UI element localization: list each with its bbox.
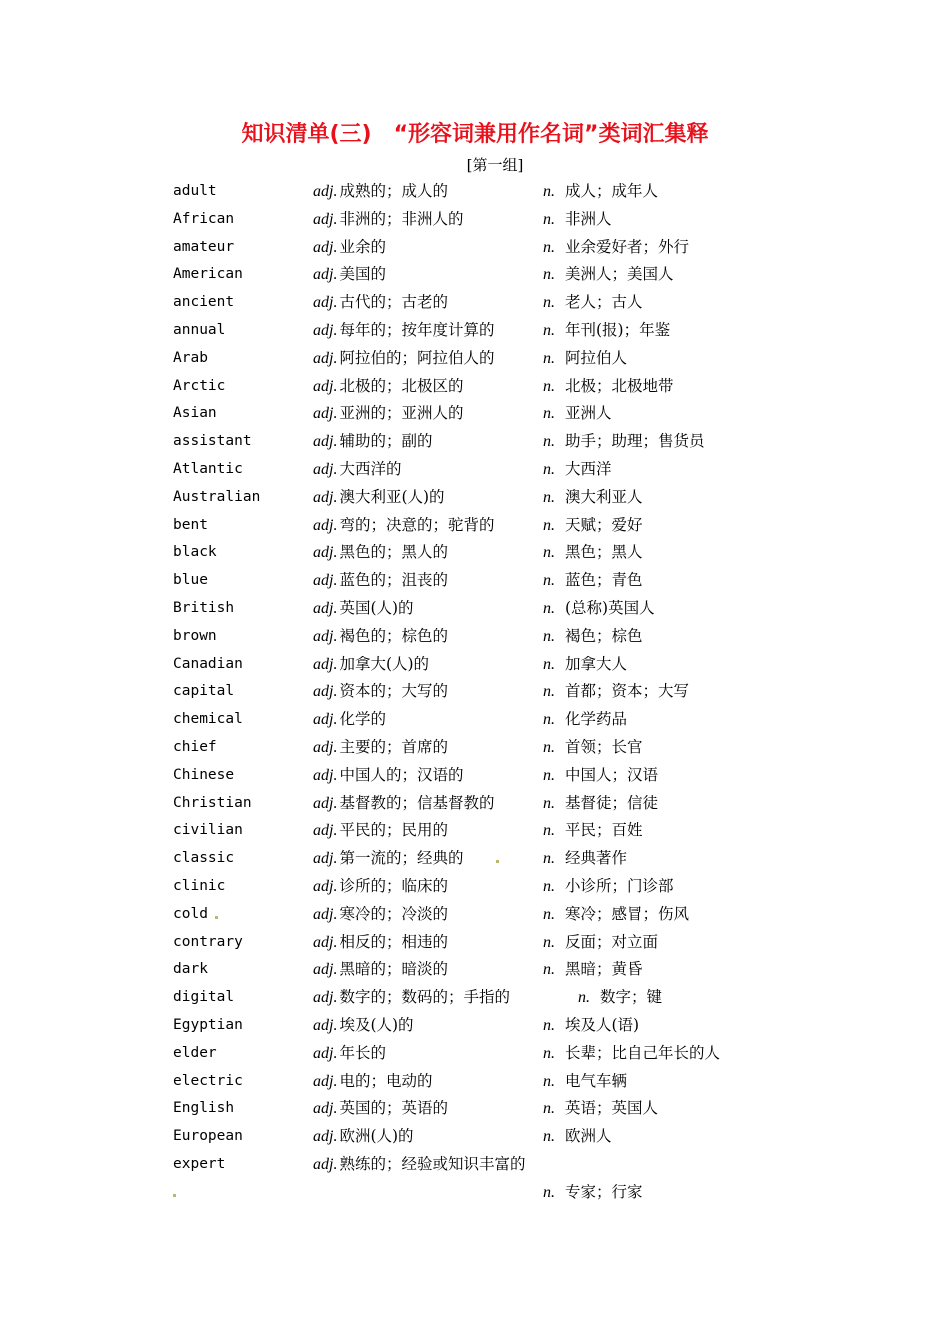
pos-adj-label: adj. bbox=[313, 822, 338, 840]
entry-word: expert bbox=[173, 1155, 226, 1172]
vocab-entry bbox=[0, 289, 950, 317]
adj-definition bbox=[313, 817, 448, 845]
noun-text: 平民；百姓 bbox=[565, 821, 643, 840]
pos-noun-label: n. bbox=[543, 266, 555, 284]
pos-noun-label: n. bbox=[543, 1100, 555, 1118]
noun-definition bbox=[543, 400, 612, 428]
noun-definition bbox=[543, 178, 658, 206]
pos-noun-label: n. bbox=[543, 183, 555, 200]
noun-text: 阿拉伯人 bbox=[565, 348, 628, 367]
vocab-entry bbox=[0, 678, 950, 706]
adj-text: 主要的；首席的 bbox=[339, 737, 448, 756]
pos-adj-label: adj. bbox=[313, 1100, 338, 1118]
vocab-entry bbox=[0, 234, 950, 262]
vocab-entry bbox=[0, 400, 950, 428]
vocab-entry bbox=[0, 373, 950, 401]
adj-text: 成熟的；成人的 bbox=[339, 182, 448, 200]
vocab-entry bbox=[0, 428, 950, 456]
pos-noun-label: n. bbox=[543, 544, 555, 562]
pos-adj-label: adj. bbox=[313, 989, 338, 1007]
adj-text: 北极的；北极区的 bbox=[339, 376, 464, 395]
pos-adj-label: adj. bbox=[313, 961, 338, 979]
vocab-entry bbox=[0, 317, 950, 345]
adj-text: 褐色的；棕色的 bbox=[339, 626, 448, 645]
adj-text: 资本的；大写的 bbox=[339, 682, 448, 701]
noun-definition bbox=[543, 428, 705, 456]
pos-noun-label: n. bbox=[543, 572, 555, 590]
pos-adj-label: adj. bbox=[313, 433, 338, 451]
adj-definition bbox=[313, 1040, 386, 1068]
pos-noun-label: n. bbox=[543, 238, 555, 256]
noun-text: 反面；对立面 bbox=[565, 932, 659, 951]
entry-word: blue bbox=[173, 572, 208, 589]
adj-text: 埃及(人)的 bbox=[339, 1015, 414, 1034]
entry-word: Asian bbox=[173, 405, 217, 422]
adj-definition bbox=[313, 234, 386, 262]
entry-word: Atlantic bbox=[173, 460, 243, 477]
vocab-entry bbox=[0, 956, 950, 984]
pos-adj-label: adj. bbox=[313, 321, 338, 339]
adj-text: 美国的 bbox=[339, 265, 386, 284]
entry-word: clinic bbox=[173, 877, 226, 894]
noun-text: 埃及人(语) bbox=[565, 1015, 640, 1034]
noun-text: 成人；成年人 bbox=[565, 182, 659, 200]
vocab-entry bbox=[0, 762, 950, 790]
vocab-entry bbox=[0, 1095, 950, 1123]
pos-noun-label: n. bbox=[543, 488, 555, 506]
pos-adj-label: adj. bbox=[313, 655, 338, 673]
adj-definition bbox=[313, 1151, 525, 1179]
vocab-entry bbox=[0, 1068, 950, 1096]
pos-adj-label: adj. bbox=[313, 1072, 338, 1090]
adj-text: 欧洲(人)的 bbox=[339, 1127, 414, 1146]
noun-definition bbox=[543, 345, 627, 373]
entry-word: assistant bbox=[173, 433, 252, 450]
noun-definition bbox=[543, 512, 643, 540]
vocab-entry bbox=[0, 734, 950, 762]
pos-adj-label: adj. bbox=[313, 183, 338, 200]
adj-text: 中国人的；汉语的 bbox=[339, 765, 464, 784]
adj-text: 寒冷的；冷淡的 bbox=[339, 904, 448, 923]
entry-word: digital bbox=[173, 989, 235, 1006]
noun-text: 加拿大人 bbox=[565, 654, 628, 673]
vocab-entry bbox=[0, 817, 950, 845]
noun-definition bbox=[543, 873, 674, 901]
entry-word: Christian bbox=[173, 794, 252, 811]
adj-text: 第一流的；经典的 bbox=[339, 849, 464, 868]
pos-noun-label: n. bbox=[578, 989, 590, 1007]
pos-adj-label: adj. bbox=[313, 877, 338, 895]
entry-word: brown bbox=[173, 627, 217, 644]
noun-definition bbox=[543, 623, 643, 651]
pos-adj-label: adj. bbox=[313, 794, 338, 812]
entry-word: Australian bbox=[173, 488, 261, 505]
pos-adj-label: adj. bbox=[313, 1044, 338, 1062]
noun-text: 老人；古人 bbox=[565, 293, 643, 312]
vocab-entry bbox=[0, 845, 950, 873]
noun-text: 电气车辆 bbox=[565, 1071, 628, 1090]
noun-text: 年刊(报)；年鉴 bbox=[565, 320, 671, 339]
pos-adj-label: adj. bbox=[313, 405, 338, 423]
entry-word: British bbox=[173, 599, 235, 616]
adj-text: 每年的；按年度计算的 bbox=[339, 320, 495, 339]
pos-noun-label: n. bbox=[543, 961, 555, 979]
noun-definition bbox=[543, 1068, 627, 1096]
pos-noun-label: n. bbox=[543, 794, 555, 812]
noun-text: (总称)英国人 bbox=[565, 598, 655, 617]
noun-text: 大西洋 bbox=[565, 459, 612, 478]
noun-definition bbox=[543, 762, 658, 790]
pos-adj-label: adj. bbox=[313, 266, 338, 284]
noun-text: 天赋；爱好 bbox=[565, 515, 643, 534]
entry-word: chief bbox=[173, 738, 217, 755]
noun-definition bbox=[543, 651, 627, 679]
pos-adj-label: adj. bbox=[313, 738, 338, 756]
adj-text: 平民的；民用的 bbox=[339, 821, 448, 840]
adj-definition bbox=[313, 373, 463, 401]
noun-definition bbox=[543, 1040, 720, 1068]
vocab-entry bbox=[0, 1012, 950, 1040]
vocab-entry bbox=[0, 1151, 950, 1179]
stray-mark bbox=[173, 1194, 176, 1197]
pos-adj-label: adj. bbox=[313, 488, 338, 506]
adj-definition bbox=[313, 289, 448, 317]
pos-noun-label: n. bbox=[543, 516, 555, 534]
noun-definition bbox=[543, 539, 643, 567]
entry-word: contrary bbox=[173, 933, 243, 950]
adj-definition bbox=[313, 1012, 414, 1040]
noun-definition bbox=[543, 817, 643, 845]
adj-text: 澳大利亚(人)的 bbox=[339, 487, 445, 506]
entry-word: American bbox=[173, 266, 243, 283]
pos-noun-label: n. bbox=[543, 1072, 555, 1090]
pos-adj-label: adj. bbox=[313, 544, 338, 562]
pos-noun-label: n. bbox=[543, 321, 555, 339]
noun-text: 化学药品 bbox=[565, 710, 628, 729]
noun-text: 黑色；黑人 bbox=[565, 543, 643, 562]
entry-word: Canadian bbox=[173, 655, 243, 672]
noun-text: 非洲人 bbox=[565, 209, 612, 228]
adj-definition bbox=[313, 456, 401, 484]
adj-definition bbox=[313, 984, 510, 1012]
noun-definition bbox=[543, 929, 658, 957]
vocab-entry bbox=[0, 651, 950, 679]
vocab-entry bbox=[0, 261, 950, 289]
pos-noun-label: n. bbox=[543, 433, 555, 451]
adj-text: 熟练的；经验或知识丰富的 bbox=[339, 1154, 526, 1173]
vocab-entry bbox=[0, 178, 950, 206]
adj-definition bbox=[313, 623, 448, 651]
noun-definition bbox=[543, 289, 643, 317]
adj-text: 辅助的；副的 bbox=[339, 432, 433, 451]
adj-text: 诊所的；临床的 bbox=[339, 876, 448, 895]
pos-adj-label: adj. bbox=[313, 850, 338, 868]
noun-definition bbox=[543, 1095, 658, 1123]
adj-text: 相反的；相违的 bbox=[339, 932, 448, 951]
adj-text: 蓝色的；沮丧的 bbox=[339, 571, 448, 590]
pos-adj-label: adj. bbox=[313, 238, 338, 256]
noun-text: 经典著作 bbox=[565, 849, 628, 868]
adj-text: 阿拉伯的；阿拉伯人的 bbox=[339, 348, 495, 367]
adj-definition bbox=[313, 206, 463, 234]
pos-noun-label: n. bbox=[543, 599, 555, 617]
noun-text: 业余爱好者；外行 bbox=[565, 237, 690, 256]
adj-definition bbox=[313, 956, 448, 984]
pos-adj-label: adj. bbox=[313, 599, 338, 617]
adj-text: 大西洋的 bbox=[339, 459, 402, 478]
pos-noun-label: n. bbox=[543, 738, 555, 756]
pos-noun-label: n. bbox=[543, 850, 555, 868]
adj-definition bbox=[313, 484, 445, 512]
entry-word: annual bbox=[173, 321, 226, 338]
adj-text: 数字的；数码的；手指的 bbox=[339, 988, 510, 1007]
noun-text: 蓝色；青色 bbox=[565, 571, 643, 590]
adj-definition bbox=[313, 317, 494, 345]
pos-adj-label: adj. bbox=[313, 210, 338, 228]
entry-word: chemical bbox=[173, 711, 243, 728]
entry-word: Chinese bbox=[173, 766, 235, 783]
pos-noun-label: n. bbox=[543, 377, 555, 395]
adj-definition bbox=[313, 400, 463, 428]
adj-definition bbox=[313, 595, 414, 623]
vocabulary-list bbox=[0, 178, 950, 1206]
entry-word: capital bbox=[173, 683, 235, 700]
pos-adj-label: adj. bbox=[313, 460, 338, 478]
adj-text: 业余的 bbox=[339, 237, 386, 256]
noun-text: 澳大利亚人 bbox=[565, 487, 643, 506]
adj-definition bbox=[313, 428, 432, 456]
adj-text: 化学的 bbox=[339, 710, 386, 729]
noun-definition bbox=[543, 456, 612, 484]
pos-noun-label: n. bbox=[543, 349, 555, 367]
noun-text: 中国人；汉语 bbox=[565, 765, 659, 784]
adj-definition bbox=[313, 567, 448, 595]
adj-definition bbox=[313, 706, 386, 734]
adj-text: 弯的；决意的；驼背的 bbox=[339, 515, 495, 534]
noun-text: 美洲人；美国人 bbox=[565, 265, 674, 284]
entry-word: civilian bbox=[173, 822, 243, 839]
noun-definition bbox=[543, 706, 627, 734]
adj-definition bbox=[313, 845, 463, 873]
vocab-entry bbox=[0, 484, 950, 512]
stray-mark bbox=[215, 916, 218, 919]
vocab-entry bbox=[0, 345, 950, 373]
vocab-entry bbox=[0, 1123, 950, 1151]
stray-mark bbox=[496, 860, 499, 863]
pos-noun-label: n. bbox=[543, 1128, 555, 1146]
noun-definition bbox=[543, 484, 643, 512]
adj-definition bbox=[313, 929, 448, 957]
vocab-entry bbox=[0, 539, 950, 567]
entry-word: electric bbox=[173, 1072, 243, 1089]
noun-definition bbox=[543, 734, 643, 762]
vocab-entry bbox=[0, 901, 950, 929]
adj-text: 黑暗的；暗淡的 bbox=[339, 960, 448, 979]
noun-definition bbox=[543, 567, 643, 595]
group-heading: [第一组] bbox=[466, 156, 524, 174]
noun-text: 长辈；比自己年长的人 bbox=[565, 1043, 721, 1062]
pos-adj-label: adj. bbox=[313, 933, 338, 951]
entry-word: amateur bbox=[173, 238, 235, 255]
entry-word: black bbox=[173, 544, 217, 561]
noun-definition bbox=[543, 1179, 643, 1207]
adj-definition bbox=[313, 512, 494, 540]
noun-text: 助手；助理；售货员 bbox=[565, 432, 705, 451]
entry-word: Egyptian bbox=[173, 1016, 243, 1033]
entry-word: cold bbox=[173, 905, 208, 922]
adj-definition bbox=[313, 873, 448, 901]
noun-definition bbox=[543, 261, 674, 289]
noun-definition bbox=[578, 984, 662, 1012]
noun-definition bbox=[543, 901, 689, 929]
adj-text: 英国(人)的 bbox=[339, 598, 414, 617]
vocab-entry bbox=[0, 456, 950, 484]
noun-definition bbox=[543, 790, 658, 818]
pos-adj-label: adj. bbox=[313, 683, 338, 701]
vocab-entry bbox=[0, 206, 950, 234]
vocab-entry bbox=[0, 1040, 950, 1068]
pos-noun-label: n. bbox=[543, 711, 555, 729]
pos-noun-label: n. bbox=[543, 1044, 555, 1062]
noun-definition bbox=[543, 956, 643, 984]
adj-definition bbox=[313, 790, 494, 818]
pos-adj-label: adj. bbox=[313, 905, 338, 923]
entry-word: dark bbox=[173, 961, 208, 978]
pos-noun-label: n. bbox=[543, 683, 555, 701]
pos-adj-label: adj. bbox=[313, 1155, 338, 1173]
pos-noun-label: n. bbox=[543, 1183, 555, 1201]
page-title: 知识清单(三) “形容词兼用作名词”类词汇集释 bbox=[241, 122, 709, 147]
pos-noun-label: n. bbox=[543, 933, 555, 951]
pos-adj-label: adj. bbox=[313, 627, 338, 645]
noun-text: 黑暗；黄昏 bbox=[565, 960, 643, 979]
adj-definition bbox=[313, 734, 448, 762]
noun-text: 亚洲人 bbox=[565, 404, 612, 423]
adj-text: 年长的 bbox=[339, 1043, 386, 1062]
pos-noun-label: n. bbox=[543, 766, 555, 784]
vocab-entry bbox=[0, 929, 950, 957]
adj-definition bbox=[313, 1095, 448, 1123]
adj-text: 基督教的；信基督教的 bbox=[339, 793, 495, 812]
noun-text: 小诊所；门诊部 bbox=[565, 876, 674, 895]
pos-noun-label: n. bbox=[543, 210, 555, 228]
adj-text: 电的；电动的 bbox=[339, 1071, 433, 1090]
entry-word: Arctic bbox=[173, 377, 226, 394]
noun-definition bbox=[543, 1012, 639, 1040]
vocab-entry bbox=[0, 873, 950, 901]
noun-text: 专家；行家 bbox=[565, 1182, 643, 1201]
noun-definition bbox=[543, 678, 689, 706]
vocab-entry bbox=[0, 790, 950, 818]
entry-word: Arab bbox=[173, 349, 208, 366]
entry-word: European bbox=[173, 1128, 243, 1145]
vocab-entry bbox=[0, 623, 950, 651]
pos-adj-label: adj. bbox=[313, 1128, 338, 1146]
pos-noun-label: n. bbox=[543, 877, 555, 895]
pos-adj-label: adj. bbox=[313, 1016, 338, 1034]
adj-text: 英国的；英语的 bbox=[339, 1099, 448, 1118]
pos-noun-label: n. bbox=[543, 460, 555, 478]
noun-definition bbox=[543, 373, 674, 401]
pos-adj-label: adj. bbox=[313, 572, 338, 590]
vocab-entry bbox=[0, 706, 950, 734]
pos-adj-label: adj. bbox=[313, 377, 338, 395]
noun-definition bbox=[543, 234, 689, 262]
adj-text: 黑色的；黑人的 bbox=[339, 543, 448, 562]
adj-definition bbox=[313, 345, 494, 373]
noun-text: 英语；英国人 bbox=[565, 1099, 659, 1118]
pos-noun-label: n. bbox=[543, 655, 555, 673]
adj-definition bbox=[313, 651, 429, 679]
noun-text: 首领；长官 bbox=[565, 737, 643, 756]
vocab-entry bbox=[0, 984, 950, 1012]
entry-word: ancient bbox=[173, 294, 235, 311]
noun-text: 寒冷；感冒；伤风 bbox=[565, 904, 690, 923]
noun-definition bbox=[543, 1123, 612, 1151]
noun-text: 首都；资本；大写 bbox=[565, 682, 690, 701]
adj-text: 古代的；古老的 bbox=[339, 293, 448, 312]
entry-word: adult bbox=[173, 183, 217, 199]
pos-noun-label: n. bbox=[543, 294, 555, 312]
pos-noun-label: n. bbox=[543, 822, 555, 840]
adj-definition bbox=[313, 1068, 432, 1096]
pos-noun-label: n. bbox=[543, 627, 555, 645]
pos-noun-label: n. bbox=[543, 905, 555, 923]
noun-text: 基督徒；信徒 bbox=[565, 793, 659, 812]
adj-definition bbox=[313, 178, 448, 206]
vocab-entry bbox=[0, 595, 950, 623]
adj-definition bbox=[313, 901, 448, 929]
noun-text: 数字；键 bbox=[600, 988, 663, 1007]
pos-adj-label: adj. bbox=[313, 294, 338, 312]
entry-word: English bbox=[173, 1100, 235, 1117]
pos-adj-label: adj. bbox=[313, 766, 338, 784]
noun-definition bbox=[543, 845, 627, 873]
adj-text: 加拿大(人)的 bbox=[339, 654, 430, 673]
adj-definition bbox=[313, 678, 448, 706]
noun-definition bbox=[543, 595, 655, 623]
adj-definition bbox=[313, 762, 463, 790]
adj-text: 亚洲的；亚洲人的 bbox=[339, 404, 464, 423]
pos-adj-label: adj. bbox=[313, 711, 338, 729]
vocab-entry bbox=[0, 567, 950, 595]
adj-definition bbox=[313, 1123, 414, 1151]
pos-adj-label: adj. bbox=[313, 349, 338, 367]
entry-word: classic bbox=[173, 850, 235, 867]
pos-noun-label: n. bbox=[543, 1016, 555, 1034]
noun-definition bbox=[543, 206, 612, 234]
adj-definition bbox=[313, 261, 386, 289]
entry-word: African bbox=[173, 210, 235, 227]
pos-noun-label: n. bbox=[543, 405, 555, 423]
vocab-entry bbox=[0, 512, 950, 540]
noun-text: 北极；北极地带 bbox=[565, 376, 674, 395]
noun-text: 欧洲人 bbox=[565, 1127, 612, 1146]
entry-word: elder bbox=[173, 1044, 217, 1061]
entry-word: bent bbox=[173, 516, 208, 533]
adj-text: 非洲的；非洲人的 bbox=[339, 209, 464, 228]
noun-definition bbox=[543, 317, 670, 345]
noun-text: 褐色；棕色 bbox=[565, 626, 643, 645]
pos-adj-label: adj. bbox=[313, 516, 338, 534]
adj-definition bbox=[313, 539, 448, 567]
vocab-entry bbox=[0, 1179, 950, 1207]
